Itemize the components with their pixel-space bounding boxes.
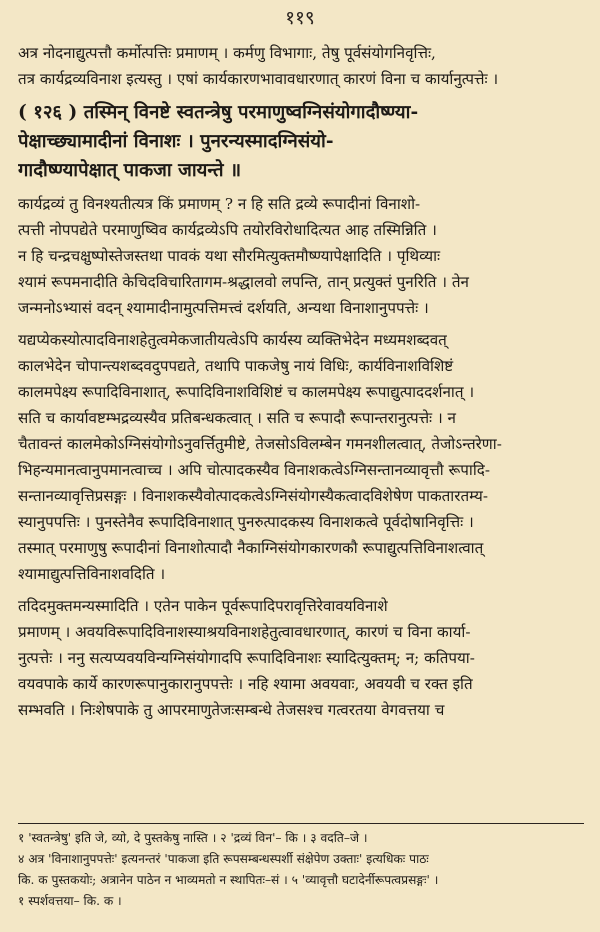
text-line: कार्यद्रव्यं तु विनश्यतीत्यत्र किं प्रमाणम् ? न हि सति द्रव्ये रूपादीनां विनाशो- <box>18 195 421 213</box>
text-line: तस्मात् परमाणुषु रूपादीनां विनाशोत्पादौ नैकाग्निसंयोगकारणकौ रूपाद्युत्पत्तिविनाशत्वात् <box>18 539 484 557</box>
text-line: कालमपेक्ष्य रूपादिविनाशात्, रूपादिविनाशविशिष्टं च कालमपेक्ष्य रूपाद्युत्पाददर्शनात् । <box>18 383 475 401</box>
text-line: सति च कार्यावष्टम्भद्रव्यस्यैव प्रतिबन्धकत्वात् । सति च रूपादौ रूपान्तरानुत्पत्तेः । न <box>18 409 456 427</box>
sutra-line: गादौष्ण्यापेक्षात् पाकजा जायन्ते ॥ <box>18 160 242 181</box>
paragraph <box>18 327 584 587</box>
footnote-line: कि. क पुस्तकयोः; अत्रानेन पाठेन न भाव्यमतो न स्थापितः–सं । ५ 'व्यावृत्तौ घटादेर्नीरूपत्वप्रसङ्गः' । <box>18 873 439 887</box>
paragraph <box>18 593 584 723</box>
text-line: वयवपाके कार्ये कारणरूपानुकारानुपपत्तेः । नहि श्यामा अवयवाः, अवयवी च रक्त इति <box>18 675 473 693</box>
text-line: श्यामाद्युत्पत्तिविनाशवदिति । <box>18 565 166 583</box>
text-line: चैतावन्तं कालमेकोऽग्निसंयोगोऽनुवर्त्तितुमीष्टे, तेजसोऽविलम्बेन गमनशीलत्वात्, तेजोऽन्तरेणा- <box>18 435 502 453</box>
sutra-line: ( १२६ ) तस्मिन् विनष्टे स्वतन्त्रेषु परमाणुष्वग्निसंयोगादौष्ण्या- <box>18 102 419 123</box>
text-line: अत्र नोदनाद्युत्पत्तौ कर्मोत्पत्तिः प्रमाणम् । कर्मणु विभागाः, तेषु पूर्वसंयोगनिवृत्तिः, <box>18 44 436 62</box>
text-line: कालभेदेन चोपान्त्यशब्दवदुपपद्यते, तथापि पाकजेषु नायं विधिः, कार्यविनाशविशिष्टं <box>18 357 454 375</box>
text-line: न हि चन्द्रचक्षुष्पोस्तेजस्तथा पावकं यथा सौरमित्युक्तमौष्ण्यापेक्षादिति । पृथिव्याः <box>18 247 441 265</box>
footnote-line: ४ अत्र 'विनाशानुपपत्तेः' इत्यनन्तरं 'पाकजा इति रूपसम्बन्धस्पर्शी संक्षेपेण उक्ताः' इत्यधिकः पाठः <box>18 852 429 866</box>
text-line: त्पत्ती नोपपद्येते परमाणुष्विव कार्यद्रव्येऽपि तयोरविरोधादित्यत आह तस्मिन्निति । <box>18 221 437 239</box>
body-text <box>18 40 584 723</box>
paragraph <box>18 191 584 321</box>
footnote-line: १ 'स्वतन्त्रेषु' इति जे, व्यो, दे पुस्तकेषु नास्ति । २ 'द्रव्यं विन'– कि । ३ वदति–जे । <box>18 831 368 845</box>
text-line: प्रमाणम् । अवयविरूपादिविनाशस्याश्रयविनाशहेतुत्वावधारणात्, कारणं च विना कार्या- <box>18 623 471 641</box>
text-line: सन्तानव्यावृत्तिप्रसङ्गः । विनाशकस्यैवोत्पादकत्वेऽग्निसंयोगस्यैकत्वादविशेषेण पाकतारतम्य- <box>18 487 488 505</box>
sutra-block <box>18 98 584 185</box>
footnotes <box>18 823 584 912</box>
paragraph <box>18 40 584 92</box>
text-line: तदिदमुक्तमन्यस्मादिति । एतेन पाकेन पूर्वरूपादिपरावृत्तिरेवावयविनाशे <box>18 597 388 615</box>
text-line: श्यामं रूपमनादीति केचिदविचारितागम-श्रद्धालवो लपन्ति, तान् प्रत्युक्तं पुनरिति । तेन <box>18 273 469 291</box>
text-line: स्यानुपपत्तिः । पुनस्तेनैव रूपादिविनाशात् पुनरुत्पादकस्य विनाशकत्वे पूर्वदोषानिवृत्तिः । <box>18 513 474 531</box>
text-line: जन्मनोऽभ्यासं वदन् श्यामादीनामुत्पत्तिमत्त्वं दर्शयति, अन्यथा विनाशानुपपत्तेः । <box>18 299 429 317</box>
text-line: सम्भवति । निःशेषपाके तु आपरमाणुतेजःसम्बन्धे तेजसश्च गत्वरतया वेगवत्तया च <box>18 701 445 719</box>
page-number: ११९ <box>285 7 315 29</box>
text-line: भिहन्यमानत्वानुपमानत्वाच्च । अपि चोत्पादकस्यैव विनाशकत्वेऽग्निसन्तानव्यावृत्तौ रूपादि- <box>18 461 490 479</box>
footnote-line: १ स्पर्शवत्तया– कि. क । <box>18 894 122 908</box>
text-line: तत्र कार्यद्रव्यविनाश इत्यस्तु । एषां कार्यकारणभावावधारणात् कारणं विना च कार्यानुत्पत्तेः । <box>18 70 499 88</box>
sutra-line: पेक्षाच्छ्यामादीनां विनाशः । पुनरन्यस्मादग्निसंयो- <box>18 131 334 152</box>
text-line: नुत्पत्तेः । ननु सत्यप्यवयविन्यग्निसंयोगादपि रूपादिविनाशः स्यादित्युक्तम्; न; कतिपया- <box>18 649 475 667</box>
text-line: यद्यप्येकस्योत्पादविनाशहेतुत्वमेकजातीयत्वेऽपि कार्यस्य व्यक्तिभेदेन मध्यमशब्दवत् <box>18 331 447 349</box>
